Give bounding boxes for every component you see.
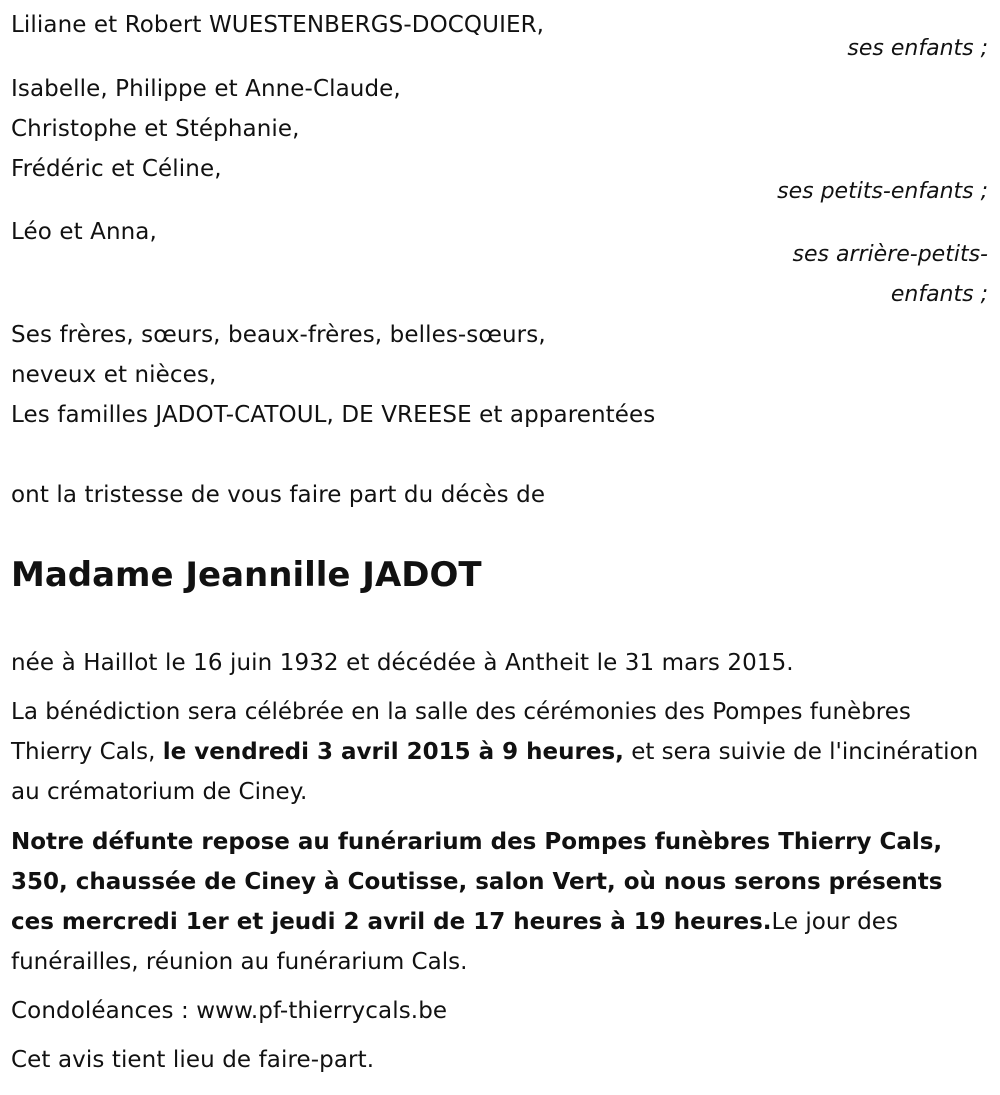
- grandchildren-role: ses petits-enfants ;: [777, 179, 988, 204]
- ceremony-text-before: La bénédiction sera célébrée en la salle des cérémonies des Pompes funèbres Thierry Cals,: [11, 699, 911, 765]
- great-grandchildren-names: Léo et Anna,: [11, 219, 157, 245]
- grandchild-line-2: Christophe et Stéphanie,: [11, 116, 300, 142]
- condolences-text: Condoléances : www.pf-thierrycals.be: [11, 998, 448, 1024]
- closing-text: Cet avis tient lieu de faire-part.: [11, 1047, 375, 1073]
- great-grandchildren-role-line-2: enfants ;: [890, 282, 988, 307]
- birth-death-text: née à Haillot le 16 juin 1932 et décédée à Antheit le 31 mars 2015.: [11, 650, 794, 676]
- grandchild-line-3: Frédéric et Céline,: [11, 156, 222, 182]
- relatives-line-3: Les familles JADOT-CATOUL, DE VREESE et apparentées: [11, 402, 656, 428]
- relatives-line-1: Ses frères, sœurs, beaux-frères, belles-sœurs,: [11, 322, 546, 348]
- ceremony-date-bold: le vendredi 3 avril 2015 à 9 heures,: [162, 739, 624, 765]
- children-role: ses enfants ;: [847, 36, 988, 61]
- relatives-line-2: neveux et nièces,: [11, 362, 217, 388]
- visitation-paragraph: [11, 822, 991, 982]
- ceremony-text-after: et sera suivie de l'incinération au crématorium de Ciney.: [11, 739, 979, 805]
- great-grandchildren-role-line-1: ses arrière-petits-: [792, 242, 988, 267]
- grandchild-line-1: Isabelle, Philippe et Anne-Claude,: [11, 76, 401, 102]
- children-names: Liliane et Robert WUESTENBERGS-DOCQUIER,: [11, 12, 545, 38]
- visitation-text-after: Le jour des funérailles, réunion au funérarium Cals.: [11, 909, 898, 975]
- ceremony-paragraph: [11, 692, 991, 812]
- visitation-bold: Notre défunte repose au funérarium des Pompes funèbres Thierry Cals, 350, chaussée de Ciney à Coutisse, salon Vert, où nous serons présents ces mercredi 1er et jeudi 2 avril de 17 heures à 19 heures.: [11, 829, 943, 935]
- deceased-name: Madame Jeannille JADOT: [11, 555, 482, 595]
- announcement-text: ont la tristesse de vous faire part du décès de: [11, 482, 546, 508]
